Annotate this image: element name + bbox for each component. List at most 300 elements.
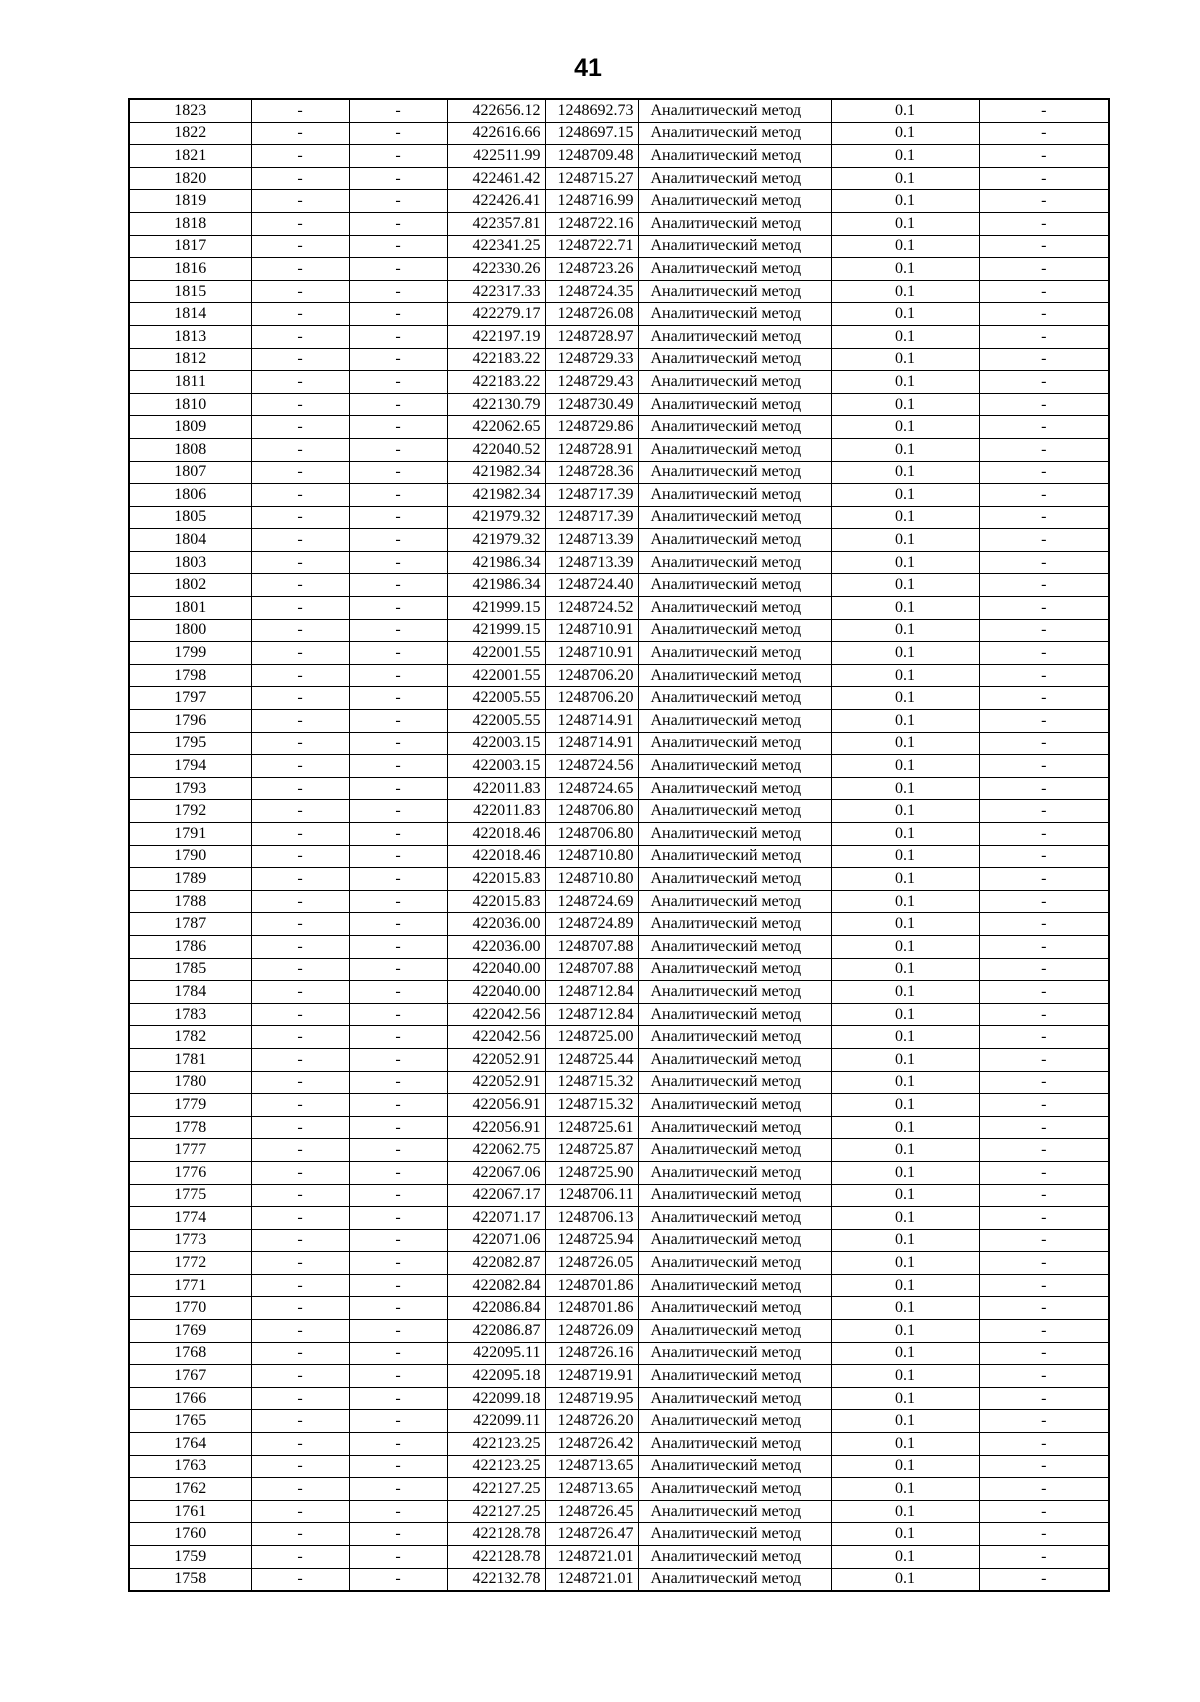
method-cell: Аналитический метод xyxy=(638,664,831,687)
point-number-cell: 1790 xyxy=(129,845,251,868)
x-coordinate-cell: 422330.26 xyxy=(447,258,545,281)
accuracy-cell: 0.1 xyxy=(831,1071,979,1094)
y-coordinate-cell: 1248722.71 xyxy=(545,235,638,258)
dash-cell: - xyxy=(979,1410,1109,1433)
point-number-cell: 1761 xyxy=(129,1500,251,1523)
point-number-cell: 1817 xyxy=(129,235,251,258)
x-coordinate-cell: 421982.34 xyxy=(447,484,545,507)
method-cell: Аналитический метод xyxy=(638,1116,831,1139)
x-coordinate-cell: 422132.78 xyxy=(447,1568,545,1591)
y-coordinate-cell: 1248729.86 xyxy=(545,416,638,439)
y-coordinate-cell: 1248717.39 xyxy=(545,484,638,507)
dash-cell: - xyxy=(979,1546,1109,1569)
table-row xyxy=(129,710,1109,733)
x-coordinate-cell: 421986.34 xyxy=(447,574,545,597)
accuracy-cell: 0.1 xyxy=(831,1003,979,1026)
point-number-cell: 1786 xyxy=(129,935,251,958)
y-coordinate-cell: 1248692.73 xyxy=(545,99,638,122)
dash-cell: - xyxy=(349,935,447,958)
dash-cell: - xyxy=(979,1478,1109,1501)
x-coordinate-cell: 422127.25 xyxy=(447,1478,545,1501)
dash-cell: - xyxy=(349,122,447,145)
x-coordinate-cell: 422071.17 xyxy=(447,1207,545,1230)
dash-cell: - xyxy=(349,212,447,235)
table-row xyxy=(129,1320,1109,1343)
table-row xyxy=(129,1003,1109,1026)
dash-cell: - xyxy=(251,348,349,371)
table-row xyxy=(129,1546,1109,1569)
table-row xyxy=(129,1184,1109,1207)
accuracy-cell: 0.1 xyxy=(831,1274,979,1297)
x-coordinate-cell: 422099.18 xyxy=(447,1387,545,1410)
dash-cell: - xyxy=(251,823,349,846)
accuracy-cell: 0.1 xyxy=(831,280,979,303)
dash-cell: - xyxy=(251,574,349,597)
y-coordinate-cell: 1248726.09 xyxy=(545,1320,638,1343)
dash-cell: - xyxy=(979,845,1109,868)
accuracy-cell: 0.1 xyxy=(831,1455,979,1478)
table-row xyxy=(129,484,1109,507)
y-coordinate-cell: 1248725.44 xyxy=(545,1048,638,1071)
dash-cell: - xyxy=(349,1094,447,1117)
method-cell: Аналитический метод xyxy=(638,619,831,642)
y-coordinate-cell: 1248713.65 xyxy=(545,1478,638,1501)
dash-cell: - xyxy=(979,890,1109,913)
point-number-cell: 1792 xyxy=(129,800,251,823)
x-coordinate-cell: 422062.75 xyxy=(447,1139,545,1162)
dash-cell: - xyxy=(251,1139,349,1162)
point-number-cell: 1789 xyxy=(129,868,251,891)
table-row xyxy=(129,1116,1109,1139)
dash-cell: - xyxy=(251,1297,349,1320)
x-coordinate-cell: 422128.78 xyxy=(447,1546,545,1569)
point-number-cell: 1788 xyxy=(129,890,251,913)
table-row xyxy=(129,461,1109,484)
x-coordinate-cell: 422123.25 xyxy=(447,1455,545,1478)
accuracy-cell: 0.1 xyxy=(831,506,979,529)
dash-cell: - xyxy=(251,597,349,620)
method-cell: Аналитический метод xyxy=(638,1229,831,1252)
method-cell: Аналитический метод xyxy=(638,235,831,258)
dash-cell: - xyxy=(979,800,1109,823)
dash-cell: - xyxy=(979,935,1109,958)
dash-cell: - xyxy=(979,1048,1109,1071)
dash-cell: - xyxy=(251,212,349,235)
y-coordinate-cell: 1248726.42 xyxy=(545,1433,638,1456)
table-row xyxy=(129,258,1109,281)
point-number-cell: 1821 xyxy=(129,145,251,168)
method-cell: Аналитический метод xyxy=(638,913,831,936)
dash-cell: - xyxy=(349,325,447,348)
accuracy-cell: 0.1 xyxy=(831,574,979,597)
dash-cell: - xyxy=(349,190,447,213)
accuracy-cell: 0.1 xyxy=(831,868,979,891)
y-coordinate-cell: 1248728.36 xyxy=(545,461,638,484)
dash-cell: - xyxy=(979,393,1109,416)
dash-cell: - xyxy=(251,1184,349,1207)
dash-cell: - xyxy=(979,303,1109,326)
accuracy-cell: 0.1 xyxy=(831,145,979,168)
y-coordinate-cell: 1248721.01 xyxy=(545,1568,638,1591)
dash-cell: - xyxy=(251,868,349,891)
point-number-cell: 1768 xyxy=(129,1342,251,1365)
y-coordinate-cell: 1248726.05 xyxy=(545,1252,638,1275)
dash-cell: - xyxy=(979,235,1109,258)
table-row xyxy=(129,529,1109,552)
method-cell: Аналитический метод xyxy=(638,597,831,620)
y-coordinate-cell: 1248706.13 xyxy=(545,1207,638,1230)
dash-cell: - xyxy=(979,484,1109,507)
method-cell: Аналитический метод xyxy=(638,1139,831,1162)
y-coordinate-cell: 1248707.88 xyxy=(545,958,638,981)
dash-cell: - xyxy=(349,1048,447,1071)
point-number-cell: 1779 xyxy=(129,1094,251,1117)
dash-cell: - xyxy=(251,122,349,145)
point-number-cell: 1796 xyxy=(129,710,251,733)
method-cell: Аналитический метод xyxy=(638,981,831,1004)
coordinates-table-wrapper xyxy=(128,98,1108,1592)
dash-cell: - xyxy=(349,348,447,371)
y-coordinate-cell: 1248725.61 xyxy=(545,1116,638,1139)
table-row xyxy=(129,1161,1109,1184)
dash-cell: - xyxy=(349,303,447,326)
dash-cell: - xyxy=(349,823,447,846)
point-number-cell: 1769 xyxy=(129,1320,251,1343)
dash-cell: - xyxy=(979,1387,1109,1410)
method-cell: Аналитический метод xyxy=(638,1523,831,1546)
method-cell: Аналитический метод xyxy=(638,416,831,439)
dash-cell: - xyxy=(251,145,349,168)
x-coordinate-cell: 422426.41 xyxy=(447,190,545,213)
dash-cell: - xyxy=(349,1229,447,1252)
x-coordinate-cell: 422042.56 xyxy=(447,1003,545,1026)
x-coordinate-cell: 422317.33 xyxy=(447,280,545,303)
dash-cell: - xyxy=(979,1071,1109,1094)
accuracy-cell: 0.1 xyxy=(831,913,979,936)
y-coordinate-cell: 1248719.91 xyxy=(545,1365,638,1388)
x-coordinate-cell: 422183.22 xyxy=(447,371,545,394)
accuracy-cell: 0.1 xyxy=(831,529,979,552)
x-coordinate-cell: 422011.83 xyxy=(447,777,545,800)
method-cell: Аналитический метод xyxy=(638,868,831,891)
accuracy-cell: 0.1 xyxy=(831,416,979,439)
table-row xyxy=(129,1387,1109,1410)
accuracy-cell: 0.1 xyxy=(831,1568,979,1591)
method-cell: Аналитический метод xyxy=(638,1320,831,1343)
y-coordinate-cell: 1248729.43 xyxy=(545,371,638,394)
method-cell: Аналитический метод xyxy=(638,1478,831,1501)
dash-cell: - xyxy=(979,1500,1109,1523)
x-coordinate-cell: 422095.11 xyxy=(447,1342,545,1365)
y-coordinate-cell: 1248716.99 xyxy=(545,190,638,213)
dash-cell: - xyxy=(349,1207,447,1230)
accuracy-cell: 0.1 xyxy=(831,1500,979,1523)
dash-cell: - xyxy=(979,664,1109,687)
point-number-cell: 1776 xyxy=(129,1161,251,1184)
dash-cell: - xyxy=(349,99,447,122)
method-cell: Аналитический метод xyxy=(638,1455,831,1478)
x-coordinate-cell: 422003.15 xyxy=(447,732,545,755)
method-cell: Аналитический метод xyxy=(638,1184,831,1207)
dash-cell: - xyxy=(349,1523,447,1546)
dash-cell: - xyxy=(979,1252,1109,1275)
dash-cell: - xyxy=(349,1161,447,1184)
point-number-cell: 1811 xyxy=(129,371,251,394)
point-number-cell: 1807 xyxy=(129,461,251,484)
dash-cell: - xyxy=(979,190,1109,213)
dash-cell: - xyxy=(979,1229,1109,1252)
dash-cell: - xyxy=(349,1478,447,1501)
table-row xyxy=(129,1048,1109,1071)
method-cell: Аналитический метод xyxy=(638,958,831,981)
x-coordinate-cell: 422130.79 xyxy=(447,393,545,416)
accuracy-cell: 0.1 xyxy=(831,303,979,326)
dash-cell: - xyxy=(979,981,1109,1004)
page-number: 41 xyxy=(574,54,602,82)
point-number-cell: 1819 xyxy=(129,190,251,213)
dash-cell: - xyxy=(349,732,447,755)
point-number-cell: 1803 xyxy=(129,551,251,574)
dash-cell: - xyxy=(979,687,1109,710)
dash-cell: - xyxy=(349,800,447,823)
dash-cell: - xyxy=(349,1387,447,1410)
y-coordinate-cell: 1248706.80 xyxy=(545,823,638,846)
point-number-cell: 1818 xyxy=(129,212,251,235)
table-row xyxy=(129,732,1109,755)
method-cell: Аналитический метод xyxy=(638,1546,831,1569)
table-row xyxy=(129,800,1109,823)
dash-cell: - xyxy=(251,800,349,823)
method-cell: Аналитический метод xyxy=(638,1297,831,1320)
dash-cell: - xyxy=(979,597,1109,620)
dash-cell: - xyxy=(349,1026,447,1049)
dash-cell: - xyxy=(979,913,1109,936)
table-row xyxy=(129,597,1109,620)
x-coordinate-cell: 422616.66 xyxy=(447,122,545,145)
dash-cell: - xyxy=(251,958,349,981)
dash-cell: - xyxy=(349,1500,447,1523)
dash-cell: - xyxy=(349,461,447,484)
dash-cell: - xyxy=(349,1252,447,1275)
dash-cell: - xyxy=(349,777,447,800)
accuracy-cell: 0.1 xyxy=(831,935,979,958)
point-number-cell: 1814 xyxy=(129,303,251,326)
point-number-cell: 1802 xyxy=(129,574,251,597)
y-coordinate-cell: 1248706.20 xyxy=(545,687,638,710)
accuracy-cell: 0.1 xyxy=(831,800,979,823)
y-coordinate-cell: 1248723.26 xyxy=(545,258,638,281)
y-coordinate-cell: 1248719.95 xyxy=(545,1387,638,1410)
y-coordinate-cell: 1248713.65 xyxy=(545,1455,638,1478)
accuracy-cell: 0.1 xyxy=(831,890,979,913)
x-coordinate-cell: 422127.25 xyxy=(447,1500,545,1523)
dash-cell: - xyxy=(979,438,1109,461)
dash-cell: - xyxy=(251,1523,349,1546)
accuracy-cell: 0.1 xyxy=(831,484,979,507)
table-row xyxy=(129,325,1109,348)
y-coordinate-cell: 1248725.94 xyxy=(545,1229,638,1252)
accuracy-cell: 0.1 xyxy=(831,1139,979,1162)
x-coordinate-cell: 422071.06 xyxy=(447,1229,545,1252)
method-cell: Аналитический метод xyxy=(638,145,831,168)
accuracy-cell: 0.1 xyxy=(831,823,979,846)
method-cell: Аналитический метод xyxy=(638,461,831,484)
accuracy-cell: 0.1 xyxy=(831,642,979,665)
table-row xyxy=(129,823,1109,846)
method-cell: Аналитический метод xyxy=(638,732,831,755)
point-number-cell: 1806 xyxy=(129,484,251,507)
x-coordinate-cell: 422341.25 xyxy=(447,235,545,258)
dash-cell: - xyxy=(349,235,447,258)
dash-cell: - xyxy=(251,416,349,439)
dash-cell: - xyxy=(979,1161,1109,1184)
table-row xyxy=(129,1478,1109,1501)
method-cell: Аналитический метод xyxy=(638,1387,831,1410)
dash-cell: - xyxy=(251,303,349,326)
point-number-cell: 1765 xyxy=(129,1410,251,1433)
x-coordinate-cell: 422052.91 xyxy=(447,1071,545,1094)
table-row xyxy=(129,1252,1109,1275)
x-coordinate-cell: 422086.84 xyxy=(447,1297,545,1320)
table-row xyxy=(129,235,1109,258)
dash-cell: - xyxy=(979,325,1109,348)
dash-cell: - xyxy=(349,1071,447,1094)
dash-cell: - xyxy=(349,506,447,529)
point-number-cell: 1812 xyxy=(129,348,251,371)
x-coordinate-cell: 421982.34 xyxy=(447,461,545,484)
accuracy-cell: 0.1 xyxy=(831,1048,979,1071)
method-cell: Аналитический метод xyxy=(638,823,831,846)
dash-cell: - xyxy=(251,619,349,642)
accuracy-cell: 0.1 xyxy=(831,1184,979,1207)
table-row xyxy=(129,145,1109,168)
table-row xyxy=(129,1139,1109,1162)
accuracy-cell: 0.1 xyxy=(831,122,979,145)
table-row xyxy=(129,958,1109,981)
point-number-cell: 1823 xyxy=(129,99,251,122)
dash-cell: - xyxy=(251,280,349,303)
table-row xyxy=(129,755,1109,778)
x-coordinate-cell: 421986.34 xyxy=(447,551,545,574)
point-number-cell: 1770 xyxy=(129,1297,251,1320)
dash-cell: - xyxy=(251,1342,349,1365)
dash-cell: - xyxy=(251,1003,349,1026)
x-coordinate-cell: 422511.99 xyxy=(447,145,545,168)
table-row xyxy=(129,1455,1109,1478)
x-coordinate-cell: 422036.00 xyxy=(447,935,545,958)
dash-cell: - xyxy=(349,1320,447,1343)
dash-cell: - xyxy=(979,551,1109,574)
table-row xyxy=(129,687,1109,710)
point-number-cell: 1774 xyxy=(129,1207,251,1230)
dash-cell: - xyxy=(979,280,1109,303)
point-number-cell: 1800 xyxy=(129,619,251,642)
accuracy-cell: 0.1 xyxy=(831,597,979,620)
x-coordinate-cell: 422067.17 xyxy=(447,1184,545,1207)
x-coordinate-cell: 422062.65 xyxy=(447,416,545,439)
dash-cell: - xyxy=(979,529,1109,552)
x-coordinate-cell: 422018.46 xyxy=(447,823,545,846)
x-coordinate-cell: 422095.18 xyxy=(447,1365,545,1388)
table-row xyxy=(129,371,1109,394)
point-number-cell: 1782 xyxy=(129,1026,251,1049)
dash-cell: - xyxy=(979,1274,1109,1297)
dash-cell: - xyxy=(251,99,349,122)
point-number-cell: 1809 xyxy=(129,416,251,439)
accuracy-cell: 0.1 xyxy=(831,1320,979,1343)
accuracy-cell: 0.1 xyxy=(831,1252,979,1275)
table-row xyxy=(129,935,1109,958)
dash-cell: - xyxy=(349,1139,447,1162)
x-coordinate-cell: 422082.87 xyxy=(447,1252,545,1275)
x-coordinate-cell: 422036.00 xyxy=(447,913,545,936)
dash-cell: - xyxy=(349,393,447,416)
table-row xyxy=(129,1207,1109,1230)
x-coordinate-cell: 422052.91 xyxy=(447,1048,545,1071)
x-coordinate-cell: 421999.15 xyxy=(447,619,545,642)
accuracy-cell: 0.1 xyxy=(831,1161,979,1184)
y-coordinate-cell: 1248725.00 xyxy=(545,1026,638,1049)
point-number-cell: 1804 xyxy=(129,529,251,552)
dash-cell: - xyxy=(349,280,447,303)
accuracy-cell: 0.1 xyxy=(831,1387,979,1410)
accuracy-cell: 0.1 xyxy=(831,845,979,868)
dash-cell: - xyxy=(979,212,1109,235)
dash-cell: - xyxy=(349,145,447,168)
method-cell: Аналитический метод xyxy=(638,348,831,371)
y-coordinate-cell: 1248724.56 xyxy=(545,755,638,778)
accuracy-cell: 0.1 xyxy=(831,438,979,461)
dash-cell: - xyxy=(979,506,1109,529)
point-number-cell: 1775 xyxy=(129,1184,251,1207)
table-row xyxy=(129,167,1109,190)
dash-cell: - xyxy=(979,1433,1109,1456)
x-coordinate-cell: 421979.32 xyxy=(447,529,545,552)
point-number-cell: 1777 xyxy=(129,1139,251,1162)
accuracy-cell: 0.1 xyxy=(831,1116,979,1139)
dash-cell: - xyxy=(251,1320,349,1343)
method-cell: Аналитический метод xyxy=(638,551,831,574)
dash-cell: - xyxy=(349,597,447,620)
dash-cell: - xyxy=(251,1455,349,1478)
dash-cell: - xyxy=(251,235,349,258)
x-coordinate-cell: 422099.11 xyxy=(447,1410,545,1433)
table-row xyxy=(129,845,1109,868)
x-coordinate-cell: 422015.83 xyxy=(447,890,545,913)
accuracy-cell: 0.1 xyxy=(831,1094,979,1117)
dash-cell: - xyxy=(251,1116,349,1139)
method-cell: Аналитический метод xyxy=(638,371,831,394)
table-row xyxy=(129,913,1109,936)
accuracy-cell: 0.1 xyxy=(831,1297,979,1320)
accuracy-cell: 0.1 xyxy=(831,190,979,213)
accuracy-cell: 0.1 xyxy=(831,777,979,800)
dash-cell: - xyxy=(979,1297,1109,1320)
point-number-cell: 1758 xyxy=(129,1568,251,1591)
accuracy-cell: 0.1 xyxy=(831,167,979,190)
accuracy-cell: 0.1 xyxy=(831,212,979,235)
dash-cell: - xyxy=(349,1342,447,1365)
point-number-cell: 1787 xyxy=(129,913,251,936)
method-cell: Аналитический метод xyxy=(638,1094,831,1117)
dash-cell: - xyxy=(251,1365,349,1388)
accuracy-cell: 0.1 xyxy=(831,981,979,1004)
point-number-cell: 1764 xyxy=(129,1433,251,1456)
table-row xyxy=(129,1500,1109,1523)
table-row xyxy=(129,99,1109,122)
x-coordinate-cell: 422082.84 xyxy=(447,1274,545,1297)
accuracy-cell: 0.1 xyxy=(831,325,979,348)
